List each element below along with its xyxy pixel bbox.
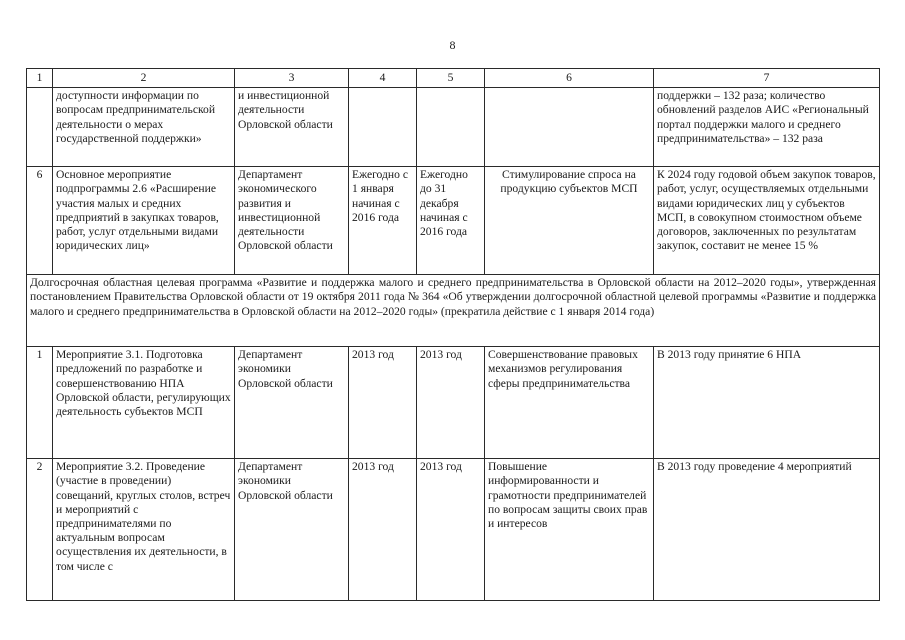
section-title: Долгосрочная областная целевая программа «Развитие и поддержка малого и среднего предпринимательства в Орловской области на 2012–2020 годы», утвержденная постановлением Правительства Орловской области от 19 октября 2011 года № 364 «Об утверждении долгосрочной областной целевой программы «Развитие и поддержка малого и среднего предпринимательства в Орловской области на 2012–2020 годы» (прекратила действие с 1 января 2014 года) <box>27 275 880 347</box>
expected-result: Стимулирование спроса на продукцию субъектов МСП <box>485 167 654 275</box>
indicator: поддержки – 132 раза; количество обновлений разделов АИС «Региональный портал поддержки малого и среднего предпринимательства» – 132 раза <box>654 88 880 167</box>
end-date: 2013 год <box>417 347 485 459</box>
indicator: К 2024 году годовой объем закупок товаров, работ, услуг, осуществляемых отдельными видами юридических лиц у субъектов МСП, в совокупном стоимостном объеме договоров, заключенных по результатам закупок, составит не менее 15 % <box>654 167 880 275</box>
indicator: В 2013 году принятие 6 НПА <box>654 347 880 459</box>
expected-result: Совершенствование правовых механизмов регулирования сферы предпринимательства <box>485 347 654 459</box>
header-cell-4: 4 <box>349 69 417 88</box>
measure-name: Мероприятие 3.1. Подготовка предложений по разработке и совершенствованию НПА Орловской области, регулирующих деятельность субъектов МСП <box>53 347 235 459</box>
header-cell-5: 5 <box>417 69 485 88</box>
table-row-continued <box>27 88 880 167</box>
row-number: 6 <box>27 167 53 275</box>
executor: и инвестиционной деятельности Орловской области <box>235 88 349 167</box>
row-number: 1 <box>27 347 53 459</box>
row-number <box>27 88 53 167</box>
executor: Департамент экономики Орловской области <box>235 347 349 459</box>
measures-table <box>26 68 880 601</box>
table-row-2 <box>27 459 880 601</box>
header-cell-2: 2 <box>53 69 235 88</box>
header-cell-1: 1 <box>27 69 53 88</box>
start-date: Ежегодно с 1 января начиная с 2016 года <box>349 167 417 275</box>
header-cell-3: 3 <box>235 69 349 88</box>
measure-name: Основное мероприятие подпрограммы 2.6 «Расширение участия малых и средних предприятий в закупках товаров, работ, услуг отдельными видами юридических лиц» <box>53 167 235 275</box>
header-row <box>27 69 880 88</box>
measure-name: Мероприятие 3.2. Проведение (участие в проведении) совещаний, круглых столов, встреч и мероприятий с предпринимателями по актуальным вопросам осуществления их деятельности, в том числе с <box>53 459 235 601</box>
table-row-1 <box>27 347 880 459</box>
start-date: 2013 год <box>349 459 417 601</box>
executor: Департамент экономического развития и инвестиционной деятельности Орловской области <box>235 167 349 275</box>
header-cell-7: 7 <box>654 69 880 88</box>
start-date <box>349 88 417 167</box>
executor: Департамент экономики Орловской области <box>235 459 349 601</box>
measure-name: доступности информации по вопросам предпринимательской деятельности о мерах государственной поддержки» <box>53 88 235 167</box>
start-date: 2013 год <box>349 347 417 459</box>
header-cell-6: 6 <box>485 69 654 88</box>
expected-result <box>485 88 654 167</box>
page-number: 8 <box>449 38 456 52</box>
end-date: 2013 год <box>417 459 485 601</box>
end-date: Ежегодно до 31 декабря начиная с 2016 года <box>417 167 485 275</box>
table-row-6 <box>27 167 880 275</box>
expected-result: Повышение информированности и грамотности предпринимателей по вопросам защиты своих прав и интересов <box>485 459 654 601</box>
row-number: 2 <box>27 459 53 601</box>
end-date <box>417 88 485 167</box>
indicator: В 2013 году проведение 4 мероприятий <box>654 459 880 601</box>
section-title-row <box>27 275 880 347</box>
